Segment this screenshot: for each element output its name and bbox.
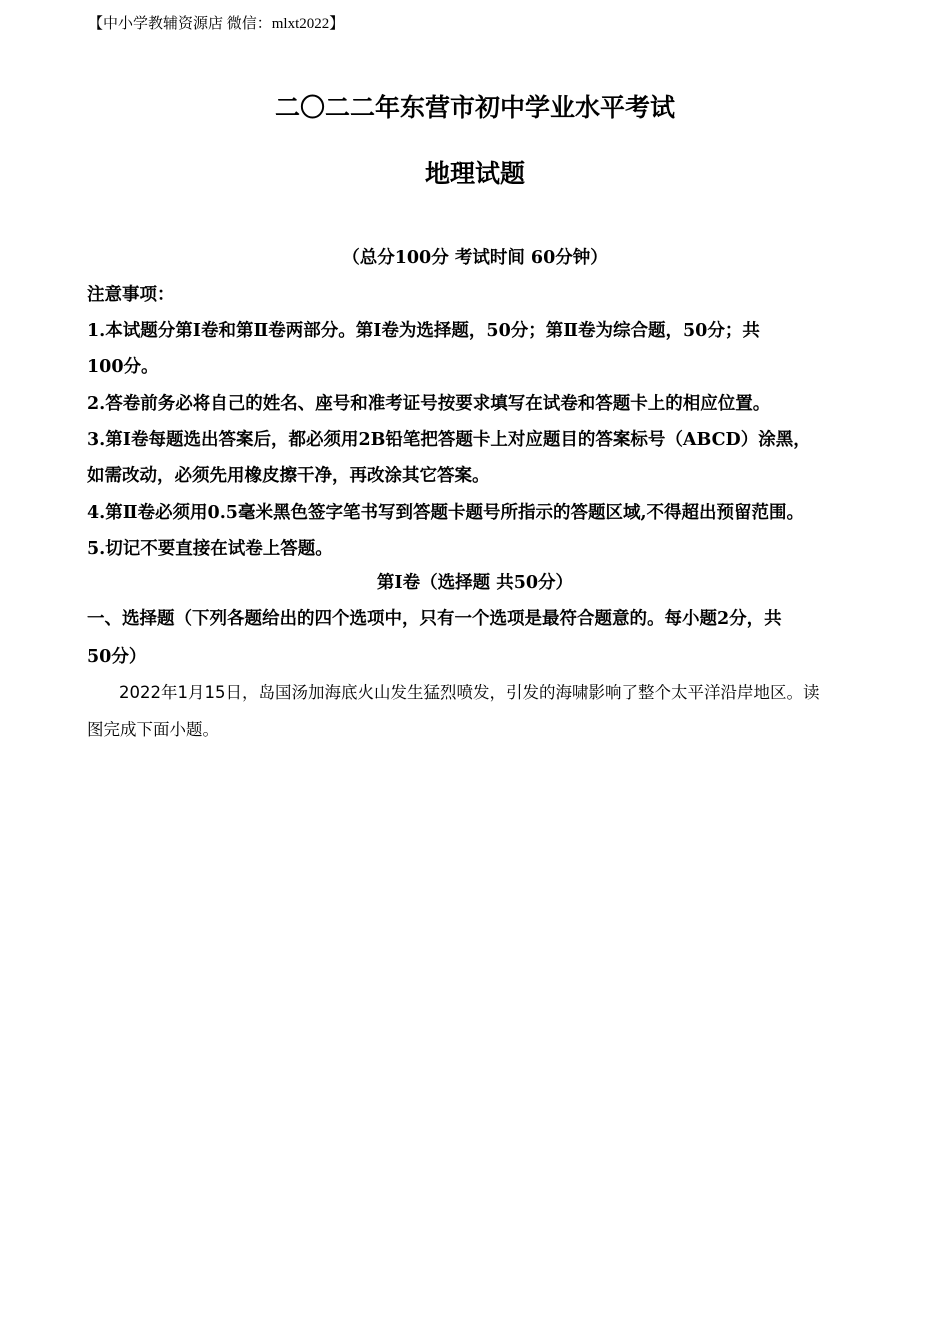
exam-title: 二〇二二年东营市初中学业水平考试	[274, 93, 675, 122]
passage-line: 2022年1月15日，岛国汤加海底火山发生猛烈喷发，引发的海啸影响了整个太平洋沿岸地区。读	[119, 683, 820, 702]
notice-line: 100分。	[87, 357, 159, 377]
header-tag: 【中小学教辅资源店 微信：mlxt2022】	[88, 16, 345, 32]
score-info: （总分100分 考试时间 60分钟）	[342, 248, 608, 268]
notice-line: 1.本试题分第Ⅰ卷和第Ⅱ卷两部分。第Ⅰ卷为选择题，50分；第Ⅱ卷为综合题，50分；共	[87, 321, 760, 341]
passage-line: 图完成下面小题。	[87, 720, 219, 739]
part-heading: 50分）	[87, 647, 147, 667]
exam-subject-title: 地理试题	[424, 159, 525, 188]
section-title: 第Ⅰ卷（选择题 共50分）	[376, 573, 574, 593]
notice-line: 4.第Ⅱ卷必须用0.5毫米黑色签字笔书写到答题卡题号所指示的答题区域,不得超出预留范围。	[87, 503, 805, 523]
notice-line: 3.第Ⅰ卷每题选出答案后，都必须用2B铅笔把答题卡上对应题目的答案标号（ABCD）涂黑，	[87, 430, 811, 450]
part-heading: 一、选择题（下列各题给出的四个选项中，只有一个选项是最符合题意的。每小题2分，共	[87, 609, 782, 629]
notice-line: 2.答卷前务必将自己的姓名、座号和准考证号按要求填写在试卷和答题卡上的相应位置。	[87, 394, 771, 414]
notice-line: 如需改动，必须先用橡皮擦干净，再改涂其它答案。	[87, 466, 490, 486]
notice-heading: 注意事项：	[87, 285, 175, 305]
notice-line: 5.切记不要直接在试卷上答题。	[87, 539, 333, 559]
